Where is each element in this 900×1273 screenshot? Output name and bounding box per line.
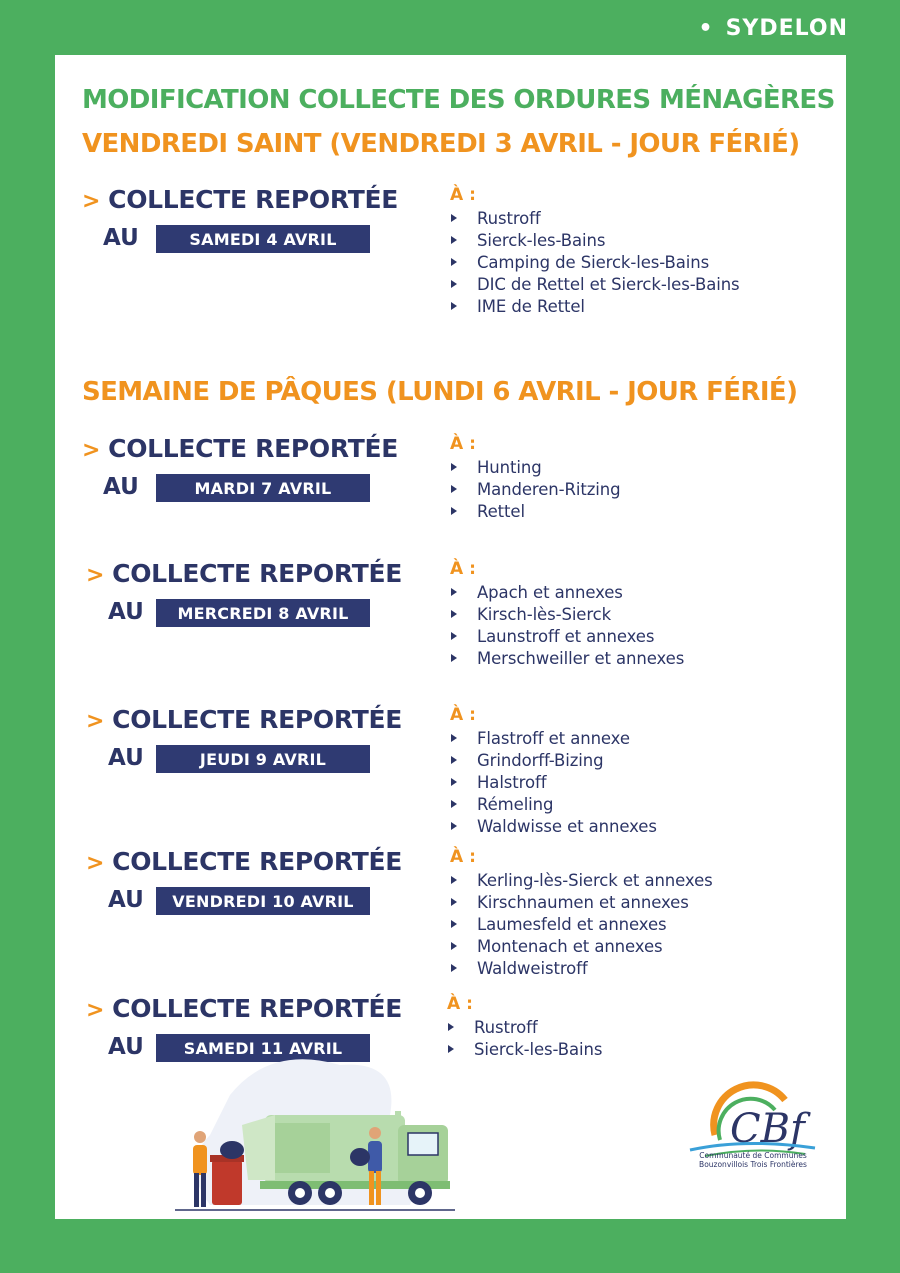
triangle-bullet-icon [451, 734, 457, 742]
triangle-bullet-icon [448, 1023, 454, 1031]
list-item: Camping de Sierck-les-Bains [448, 251, 740, 273]
list-item: Kerling-lès-Sierck et annexes [448, 869, 713, 891]
au-label: AU [108, 599, 144, 625]
chevron-right-icon: > [82, 189, 101, 214]
list-item: Sierck-les-Bains [448, 229, 740, 251]
town-list [445, 994, 602, 1060]
brand-name: SYDELON [725, 16, 848, 41]
triangle-bullet-icon [451, 920, 457, 928]
list-item: Apach et annexes [448, 581, 684, 603]
triangle-bullet-icon [451, 800, 457, 808]
list-item: Halstroff [448, 771, 657, 793]
a-label: À : [447, 994, 473, 1014]
triangle-bullet-icon [451, 302, 457, 310]
brand [699, 16, 848, 41]
page-title: MODIFICATION COLLECTE DES ORDURES MÉNAGÈRES [82, 85, 835, 115]
logo-letters: CBf [730, 1106, 805, 1152]
date-badge: MERCREDI 8 AVRIL [156, 599, 370, 627]
triangle-bullet-icon [451, 632, 457, 640]
au-label: AU [108, 887, 144, 913]
chevron-right-icon: > [86, 709, 105, 734]
chevron-right-icon: > [86, 563, 105, 588]
logo-caption: Communauté de Communes Bouzonvillois Trois Frontières [699, 1151, 807, 1169]
triangle-bullet-icon [451, 214, 457, 222]
list-item: Grindorff-Bizing [448, 749, 657, 771]
list-item: Manderen-Ritzing [448, 478, 621, 500]
triangle-bullet-icon [451, 236, 457, 244]
collecte-label: > COLLECTE REPORTÉE [86, 847, 402, 876]
triangle-bullet-icon [451, 654, 457, 662]
list-item: Rustroff [445, 1016, 602, 1038]
bullet-dot-icon: • [698, 16, 714, 41]
triangle-bullet-icon [451, 507, 457, 515]
town-list [448, 434, 621, 522]
a-label: À : [450, 847, 476, 867]
triangle-bullet-icon [451, 463, 457, 471]
list-item: Rustroff [448, 207, 740, 229]
section-heading-vendredi-saint: VENDREDI SAINT (VENDREDI 3 AVRIL - JOUR FÉRIÉ) [82, 129, 800, 159]
notice-card [55, 55, 846, 1219]
list-item: Kirsch-lès-Sierck [448, 603, 684, 625]
date-badge: SAMEDI 4 AVRIL [156, 225, 370, 253]
triangle-bullet-icon [451, 778, 457, 786]
triangle-bullet-icon [451, 258, 457, 266]
triangle-bullet-icon [451, 964, 457, 972]
town-list [448, 847, 713, 979]
a-label: À : [450, 185, 476, 205]
collecte-label: > COLLECTE REPORTÉE [86, 705, 402, 734]
date-badge: SAMEDI 11 AVRIL [156, 1034, 370, 1062]
list-item: Flastroff et annexe [448, 727, 657, 749]
list-item: Montenach et annexes [448, 935, 713, 957]
collecte-label: > COLLECTE REPORTÉE [86, 994, 402, 1023]
list-item: Waldweistroff [448, 957, 713, 979]
list-item: Laumesfeld et annexes [448, 913, 713, 935]
date-badge: VENDREDI 10 AVRIL [156, 887, 370, 915]
list-item: Rémeling [448, 793, 657, 815]
town-list [448, 705, 657, 837]
list-item: Waldwisse et annexes [448, 815, 657, 837]
collecte-label: > COLLECTE REPORTÉE [82, 434, 398, 463]
triangle-bullet-icon [448, 1045, 454, 1053]
a-label: À : [450, 705, 476, 725]
triangle-bullet-icon [451, 280, 457, 288]
au-label: AU [103, 225, 139, 251]
list-item: Kirschnaumen et annexes [448, 891, 713, 913]
triangle-bullet-icon [451, 898, 457, 906]
chevron-right-icon: > [86, 998, 105, 1023]
list-item: Merschweiller et annexes [448, 647, 684, 669]
list-item: Hunting [448, 456, 621, 478]
a-label: À : [450, 559, 476, 579]
triangle-bullet-icon [451, 610, 457, 618]
date-badge: MARDI 7 AVRIL [156, 474, 370, 502]
collecte-label: > COLLECTE REPORTÉE [82, 185, 398, 214]
au-label: AU [103, 474, 139, 500]
list-item: DIC de Rettel et Sierck-les-Bains [448, 273, 740, 295]
date-badge: JEUDI 9 AVRIL [156, 745, 370, 773]
town-list [448, 185, 740, 317]
a-label: À : [450, 434, 476, 454]
triangle-bullet-icon [451, 485, 457, 493]
triangle-bullet-icon [451, 876, 457, 884]
triangle-bullet-icon [451, 942, 457, 950]
section-heading-semaine-paques: SEMAINE DE PÂQUES (LUNDI 6 AVRIL - JOUR FÉRIÉ) [82, 377, 798, 407]
triangle-bullet-icon [451, 756, 457, 764]
au-label: AU [108, 745, 144, 771]
triangle-bullet-icon [451, 822, 457, 830]
list-item: IME de Rettel [448, 295, 740, 317]
chevron-right-icon: > [86, 851, 105, 876]
list-item: Launstroff et annexes [448, 625, 684, 647]
au-label: AU [108, 1034, 144, 1060]
town-list [448, 559, 684, 669]
list-item: Sierck-les-Bains [445, 1038, 602, 1060]
chevron-right-icon: > [82, 438, 101, 463]
triangle-bullet-icon [451, 588, 457, 596]
list-item: Rettel [448, 500, 621, 522]
garbage-truck-illustration [170, 1055, 460, 1215]
collecte-label: > COLLECTE REPORTÉE [86, 559, 402, 588]
